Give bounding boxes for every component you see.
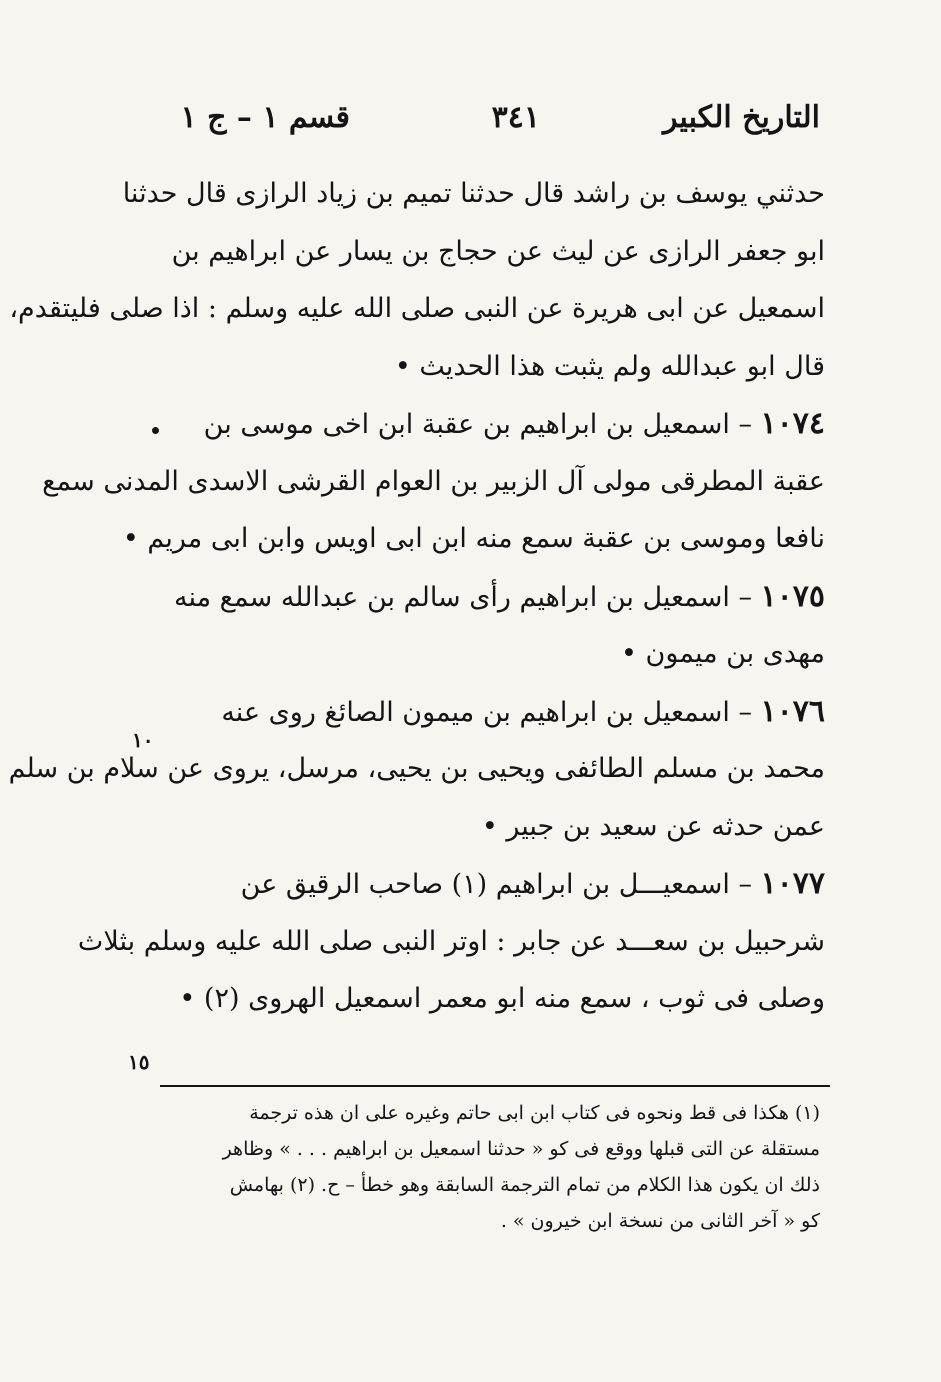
margin-dot [152,427,159,434]
text-line: محمد بن مسلم الطائفى ويحيى بن يحيى، مرسل، يروى عن سلام بن سلم [8,753,825,784]
entry-text: – اسمعيـــل بن ابراهيم (١) صاحب الرقيق عن [240,869,752,900]
text-line: ابو جعفر الرازى عن ليث عن حجاج بن يسار عن ابراهيم بن [171,235,825,267]
entry-text: – اسمعيل بن ابراهيم بن ميمون الصائغ روى عنه [221,696,752,728]
text-line: حدثني يوسف بن راشد قال حدثنا تميم بن زياد الرازى قال حدثنا [122,178,825,209]
entry-number: ١٠٧٤ [760,406,825,441]
footnote-line: ذلك ان يكون هذا الكلام من تمام الترجمة السابقة وهو خطأ – ح. (٢) بهامش [229,1174,820,1196]
entry-number: ١٠٧٧ [760,866,825,901]
entry-text: – اسمعيل بن ابراهيم بن عقبة ابن اخى موسى بن [203,409,752,440]
text-line: عقبة المطرقى مولى آل الزبير بن العوام القرشى الاسدى المدنى سمع [42,465,825,497]
footnote-line: (١) هكذا فى قط ونحوه فى كتاب ابن ابى حاتم وغيره على ان هذه ترجمة [249,1102,820,1124]
entry-1075-line [173,568,825,626]
footnotes [160,1095,820,1239]
page-header [180,100,820,150]
page-number: ٣٤١ [491,100,540,135]
running-title: التاريخ الكبير [662,100,820,135]
footnote-line: كو « آخر الثانى من نسخة ابن خيرون » . [500,1210,820,1232]
text-line: شرحبيل بن سعـــد عن جابر : اوتر النبى صلى الله عليه وسلم بثلاث [77,925,825,957]
entry-number: ١٠٧٦ [760,693,825,729]
text-line: قال ابو عبدالله ولم يثبت هذا الحديث • [394,350,825,382]
entry-text: – اسمعيل بن ابراهيم رأى سالم بن عبدالله سمع منه [173,581,752,613]
entry-1077-line [180,855,825,913]
entry-1076-line [180,683,825,741]
entry-number: ١٠٧٥ [760,578,825,614]
margin-line-number: ١٠ [132,728,154,752]
text-line: مهدى بن ميمون • [621,638,825,669]
margin-line-number: ١٥ [128,1050,150,1074]
text-line: اسمعيل عن ابى هريرة عن النبى صلى الله عليه وسلم : اذا صلى فليتقدم، [9,293,825,324]
text-line: عمن حدثه عن سعيد بن جبير • [481,810,825,842]
part-volume-label: قسم ١ – ج ١ [180,100,350,135]
footnote-divider [160,1085,830,1087]
main-text [8,165,825,1028]
footnote-line: مستقلة عن التى قبلها ووقع فى كو « حدثنا اسمعيل بن ابراهيم . . . » وظاهر [222,1138,820,1160]
text-line: نافعا وموسى بن عقبة سمع منه ابن ابى اويس وابن ابى مريم • [122,523,825,554]
entry-1074-line [180,395,825,453]
text-line: وصلى فى ثوب ، سمع منه ابو معمر اسمعيل الهروى (٢) • [179,983,825,1014]
